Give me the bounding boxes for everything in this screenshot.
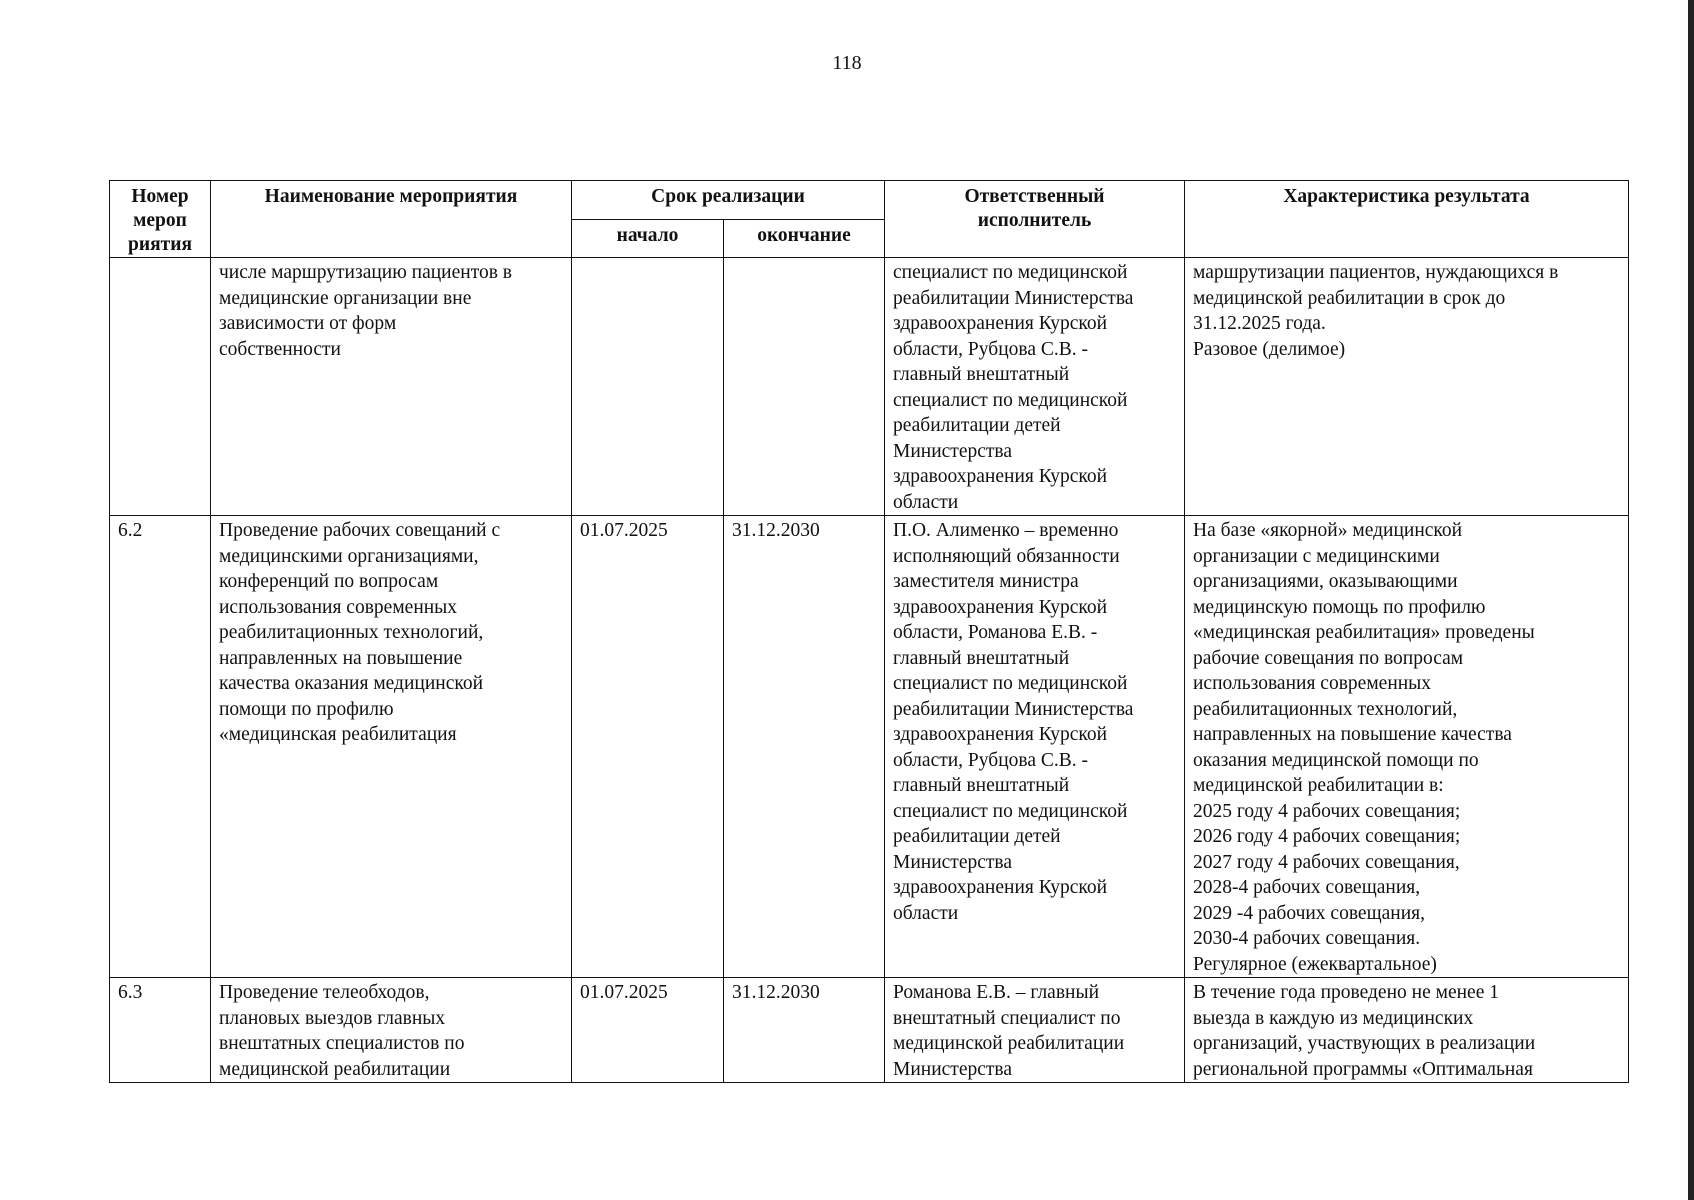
cell-result: В течение года проведено не менее 1 выезда в каждую из медицинских организаций, участвующих в реализации региональной программы «Оптимальная — [1185, 978, 1629, 1083]
page-number: 118 — [832, 52, 862, 74]
cell-end: 31.12.2030 — [724, 516, 885, 978]
header-responsible: Ответственный исполнитель — [885, 181, 1185, 258]
cell-end — [724, 258, 885, 516]
header-end: окончание — [724, 219, 885, 258]
cell-number: 6.3 — [110, 978, 211, 1083]
activities-table — [109, 180, 1629, 1083]
cell-number: 6.2 — [110, 516, 211, 978]
cell-number — [110, 258, 211, 516]
cell-responsible: Романова Е.В. – главный внештатный специалист по медицинской реабилитации Министерства — [885, 978, 1185, 1083]
table-row — [110, 516, 1629, 978]
cell-end: 31.12.2030 — [724, 978, 885, 1083]
table-row — [110, 258, 1629, 516]
cell-name: Проведение телеобходов, плановых выездов главных внештатных специалистов по медицинской реабилитации — [211, 978, 572, 1083]
cell-name: числе маршрутизацию пациентов в медицинские организации вне зависимости от форм собственности — [211, 258, 572, 516]
cell-result: маршрутизации пациентов, нуждающихся в медицинской реабилитации в срок до 31.12.2025 года. Разовое (делимое) — [1185, 258, 1629, 516]
scan-edge — [1688, 0, 1694, 1200]
header-result: Характеристика результата — [1185, 181, 1629, 258]
cell-start: 01.07.2025 — [572, 978, 724, 1083]
header-term: Срок реализации — [572, 181, 885, 220]
cell-responsible: специалист по медицинской реабилитации Министерства здравоохранения Курской области, Рубцова С.В. - главный внештатный специалист по медицинской реабилитации детей Министерства здравоохранения Курской области — [885, 258, 1185, 516]
header-number: Номер мероп риятия — [110, 181, 211, 258]
header-name: Наименование мероприятия — [211, 181, 572, 258]
cell-result: На базе «якорной» медицинской организации с медицинскими организациями, оказывающими медицинскую помощь по профилю «медицинская реабилитация» проведены рабочие совещания по вопросам использования современных реабилитационных технологий, направленных на повышение качества оказания медицинской помощи по медицинской реабилитации в: 2025 году 4 рабочих совещания; 2026 году 4 рабочих совещания; 2027 году 4 рабочих совещания, 2028-4 рабочих совещания, 2029 -4 рабочих совещания, 2030-4 рабочих совещания. Регулярное (ежеквартальное) — [1185, 516, 1629, 978]
cell-start: 01.07.2025 — [572, 516, 724, 978]
cell-name: Проведение рабочих совещаний с медицинскими организациями, конференций по вопросам использования современных реабилитационных технологий, направленных на повышение качества оказания медицинской помощи по профилю «медицинская реабилитация — [211, 516, 572, 978]
cell-start — [572, 258, 724, 516]
table-row — [110, 978, 1629, 1083]
header-start: начало — [572, 219, 724, 258]
cell-responsible: П.О. Алименко – временно исполняющий обязанности заместителя министра здравоохранения Курской области, Романова Е.В. - главный внештатный специалист по медицинской реабилитации Министерства здравоохранения Курской области, Рубцова С.В. - главный внештатный специалист по медицинской реабилитации детей Министерства здравоохранения Курской области — [885, 516, 1185, 978]
